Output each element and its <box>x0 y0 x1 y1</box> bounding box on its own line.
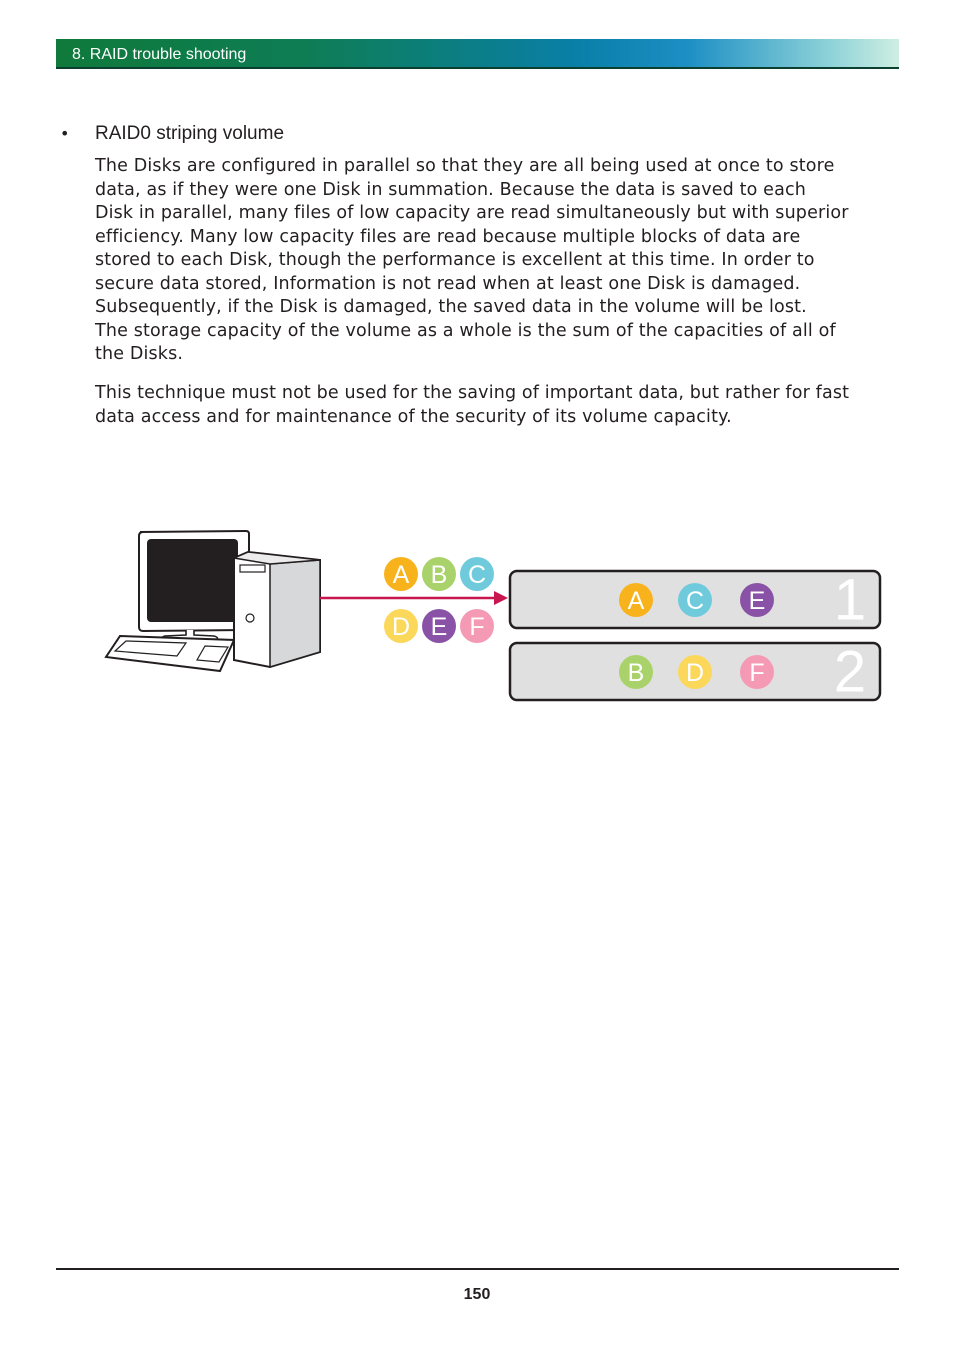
computer-icon <box>106 531 320 671</box>
paragraph-line: The storage capacity of the volume as a whole is the sum of the capacities of all of <box>95 320 836 341</box>
paragraph-line: data, as if they were one Disk in summation. Because the data is saved to each <box>95 179 806 200</box>
paragraph-line: the Disks. <box>95 344 184 364</box>
source-block-e <box>422 609 456 643</box>
data-block-label: B <box>627 659 645 687</box>
data-block-label: F <box>749 659 765 687</box>
source-block-b <box>422 557 456 591</box>
paragraph-line: data access and for maintenance of the security of its volume capacity. <box>95 406 732 427</box>
disk-number: 2 <box>833 639 867 705</box>
data-block-label: F <box>469 613 485 641</box>
paragraph-line: This technique must not be used for the saving of important data, but rather for fast <box>95 383 850 403</box>
disk-2 <box>510 640 880 705</box>
disk-block-e <box>740 583 774 617</box>
data-block-label: C <box>467 561 487 589</box>
disk-block-f <box>740 655 774 689</box>
chapter-title: 8. RAID trouble shooting <box>72 46 247 63</box>
data-block-label: E <box>748 587 766 615</box>
disk-group <box>510 568 880 705</box>
source-block-f <box>460 609 494 643</box>
disk-block-b <box>619 655 653 689</box>
disk-number: 1 <box>833 567 867 633</box>
paragraph-line: efficiency. Many low capacity files are read because multiple blocks of data are <box>95 226 801 247</box>
source-blocks <box>384 557 494 643</box>
arrow-icon <box>320 591 508 605</box>
data-block-label: A <box>627 587 645 615</box>
paragraph-line: Subsequently, if the Disk is damaged, the saved data in the volume will be lost. <box>95 297 807 317</box>
data-block-label: D <box>685 659 705 687</box>
data-block-label: C <box>685 587 705 615</box>
disk-block-d <box>678 655 712 689</box>
paragraph-line: secure data stored, Information is not read when at least one Disk is damaged. <box>95 273 801 294</box>
data-block-label: A <box>392 561 410 589</box>
disk-block-a <box>619 583 653 617</box>
disk-1 <box>510 568 880 633</box>
data-block-label: B <box>430 561 448 589</box>
paragraph-line: stored to each Disk, though the performance is excellent at this time. In order to <box>95 250 815 270</box>
disk-block-c <box>678 583 712 617</box>
bullet-icon: • <box>60 124 70 143</box>
data-block-label: E <box>430 613 448 641</box>
source-block-a <box>384 557 418 591</box>
footer-divider <box>56 1268 899 1270</box>
page-number: 150 <box>463 1286 491 1303</box>
section-title: RAID0 striping volume <box>95 123 285 144</box>
paragraph-line: The Disks are configured in parallel so that they are all being used at once to store <box>95 156 835 176</box>
data-block-label: D <box>391 613 411 641</box>
source-block-d <box>384 609 418 643</box>
source-block-c <box>460 557 494 591</box>
paragraph-line: Disk in parallel, many files of low capacity are read simultaneously but with superior <box>95 203 849 223</box>
